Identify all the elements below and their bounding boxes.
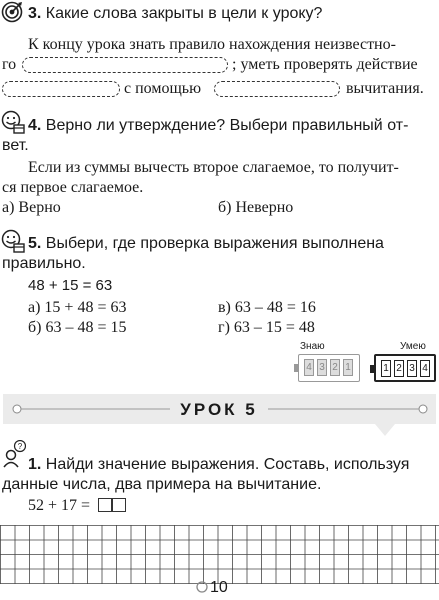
q3-text-line1: К концу урока знать правило нахождения неизвестно- (28, 36, 396, 53)
lesson-q1-expression: 52 + 17 = (28, 497, 91, 514)
q4-heading (28, 116, 408, 136)
answer-cell-ones[interactable] (112, 498, 126, 512)
q3-text-line3-mid: с помощью (124, 80, 202, 97)
q4-statement-line1: Если из суммы вычесть второе слагаемое, то получит- (28, 159, 399, 176)
q5-option-a[interactable]: а) 15 + 48 = 63 (28, 299, 127, 316)
q3-blank-1[interactable] (22, 57, 228, 73)
q4-statement-line2: ся первое слагаемое. (2, 179, 144, 196)
q5-number: 5. (28, 235, 42, 252)
think-icon (2, 440, 26, 468)
q5-heading (28, 234, 384, 254)
q5-title-line2: правильно. (2, 255, 86, 272)
q4-option-a[interactable]: а) Верно (2, 199, 61, 216)
svg-text:?: ? (17, 442, 23, 451)
q5-option-g[interactable]: г) 63 – 15 = 48 (218, 319, 315, 336)
know-level-cell[interactable]: 2 (330, 359, 340, 376)
q3-text-line2-start: го (2, 56, 17, 73)
answer-cell-tens[interactable] (98, 498, 112, 512)
know-label: Знаю (300, 341, 325, 352)
q3-title: Какие слова закрыты в цели к уроку? (45, 5, 323, 22)
q5-expression: 48 + 15 = 63 (28, 277, 113, 294)
q3-blank-2[interactable] (2, 81, 120, 97)
q4-title-line2: вет. (2, 137, 29, 154)
q4-title-line1: Верно ли утверждение? Выбери правильный от- (45, 117, 409, 134)
q4-number: 4. (28, 117, 42, 134)
q5-title-line1: Выбери, где проверка выражения выполнена (45, 235, 384, 252)
q4-option-b[interactable]: б) Неверно (218, 199, 294, 216)
pair-work-icon (1, 110, 27, 136)
can-level-cell[interactable]: 1 (381, 360, 391, 377)
q3-text-line3-end: вычитания. (346, 80, 424, 97)
lesson-q1-title-line2: данные числа, два примера на вычитание. (2, 476, 322, 493)
can-meter[interactable] (374, 354, 436, 382)
page-number-badge (195, 580, 209, 594)
can-level-cell[interactable]: 3 (407, 360, 417, 377)
q3-text-line2-end: ; уметь проверять действие (232, 56, 418, 73)
can-label: Умею (400, 341, 426, 352)
lesson-title: УРОК 5 (180, 400, 258, 419)
lesson-q1-title-line1: Найди значение выражения. Составь, используя (45, 456, 410, 473)
q3-heading (28, 4, 322, 24)
q5-option-b[interactable]: б) 63 – 48 = 15 (28, 319, 127, 336)
can-level-cell[interactable]: 2 (394, 360, 404, 377)
page-number: 10 (210, 579, 228, 596)
q5-option-v[interactable]: в) 63 – 48 = 16 (218, 299, 316, 316)
know-level-cell[interactable]: 4 (304, 359, 314, 376)
pair-work-icon (1, 229, 27, 255)
q3-blank-3[interactable] (214, 81, 340, 97)
lesson-q1-number: 1. (28, 456, 42, 473)
can-level-cell[interactable]: 4 (420, 360, 430, 377)
target-icon (1, 1, 23, 23)
know-level-cell[interactable]: 1 (343, 359, 353, 376)
q3-number: 3. (28, 5, 42, 22)
know-meter[interactable] (298, 354, 360, 382)
lesson-q1-heading (28, 455, 409, 475)
know-level-cell[interactable]: 3 (317, 359, 327, 376)
